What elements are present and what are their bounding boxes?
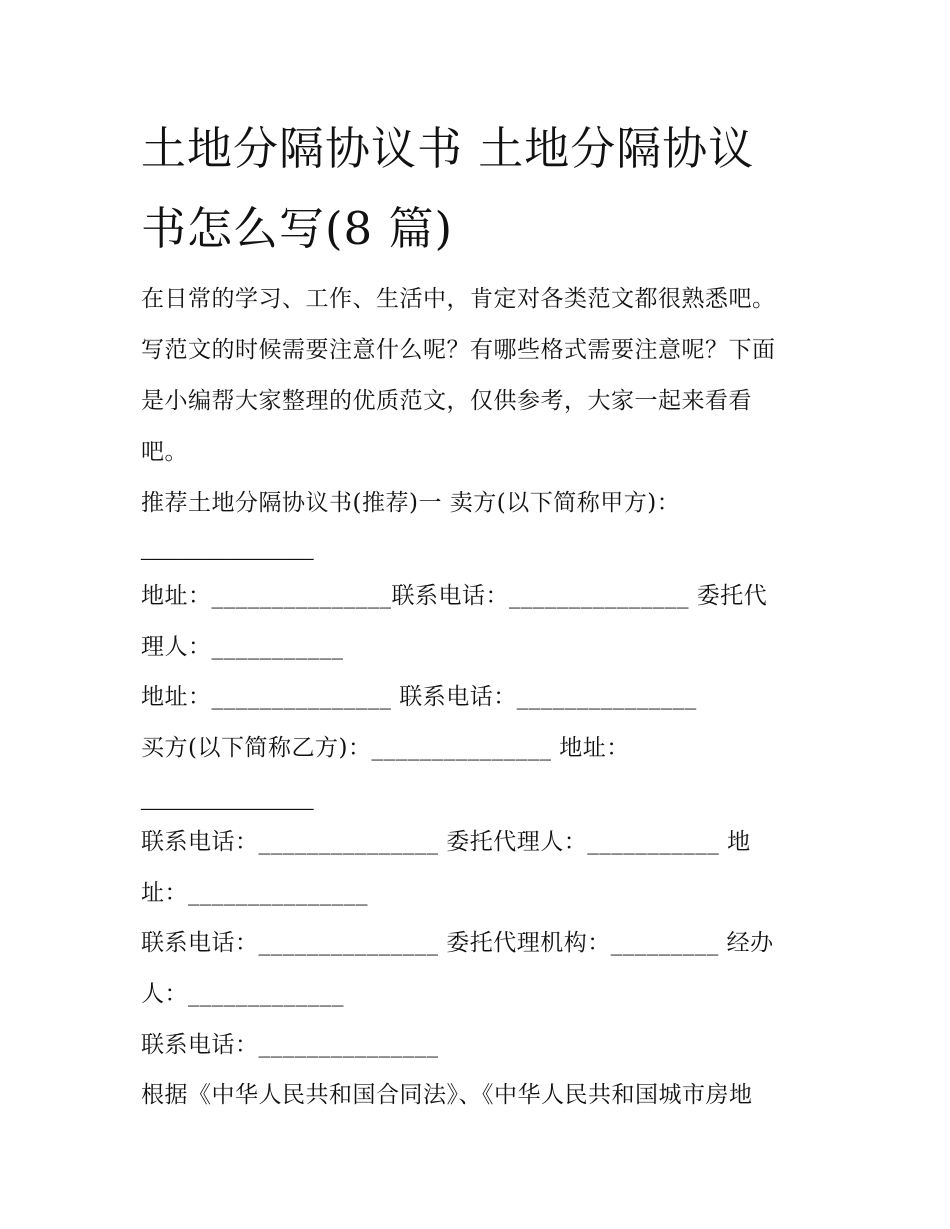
blank-field-line: _______________	[141, 537, 314, 562]
document-title-line-1: 土地分隔协议书 土地分隔协议	[141, 122, 755, 175]
body-line: 在日常的学习、工作、生活中，肯定对各类范文都很熟悉吧。	[141, 286, 776, 312]
body-line: 联系电话：_______________ 委托代理机构：_________ 经办	[141, 930, 774, 956]
body-line: 买方(以下简称乙方)：_______________ 地址：	[141, 735, 630, 761]
body-line: 写范文的时候需要注意什么呢？有哪些格式需要注意呢？下面	[141, 337, 776, 363]
body-line: 理人：___________	[141, 634, 344, 660]
body-line: 联系电话：_______________	[141, 1032, 439, 1058]
body-line: 址：_______________	[141, 880, 368, 906]
body-line: 地址：_______________ 联系电话：_______________	[141, 684, 697, 710]
document-title-line-2: 书怎么写(8 篇)	[141, 202, 454, 255]
body-line: 根据《中华人民共和国合同法》、《中华人民共和国城市房地	[141, 1082, 753, 1108]
body-line: 是小编帮大家整理的优质范文，仅供参考，大家一起来看看	[141, 388, 752, 414]
body-line: 地址：_______________联系电话：_______________ 委托代	[141, 583, 768, 609]
body-line: 推荐土地分隔协议书(推荐)一 卖方(以下简称甲方)：	[141, 490, 681, 516]
body-line: 联系电话：_______________ 委托代理人：___________ 地	[141, 829, 751, 855]
blank-field-line: _______________	[141, 787, 314, 812]
body-line: 吧。	[141, 439, 188, 465]
body-line: 人：_____________	[141, 981, 344, 1007]
